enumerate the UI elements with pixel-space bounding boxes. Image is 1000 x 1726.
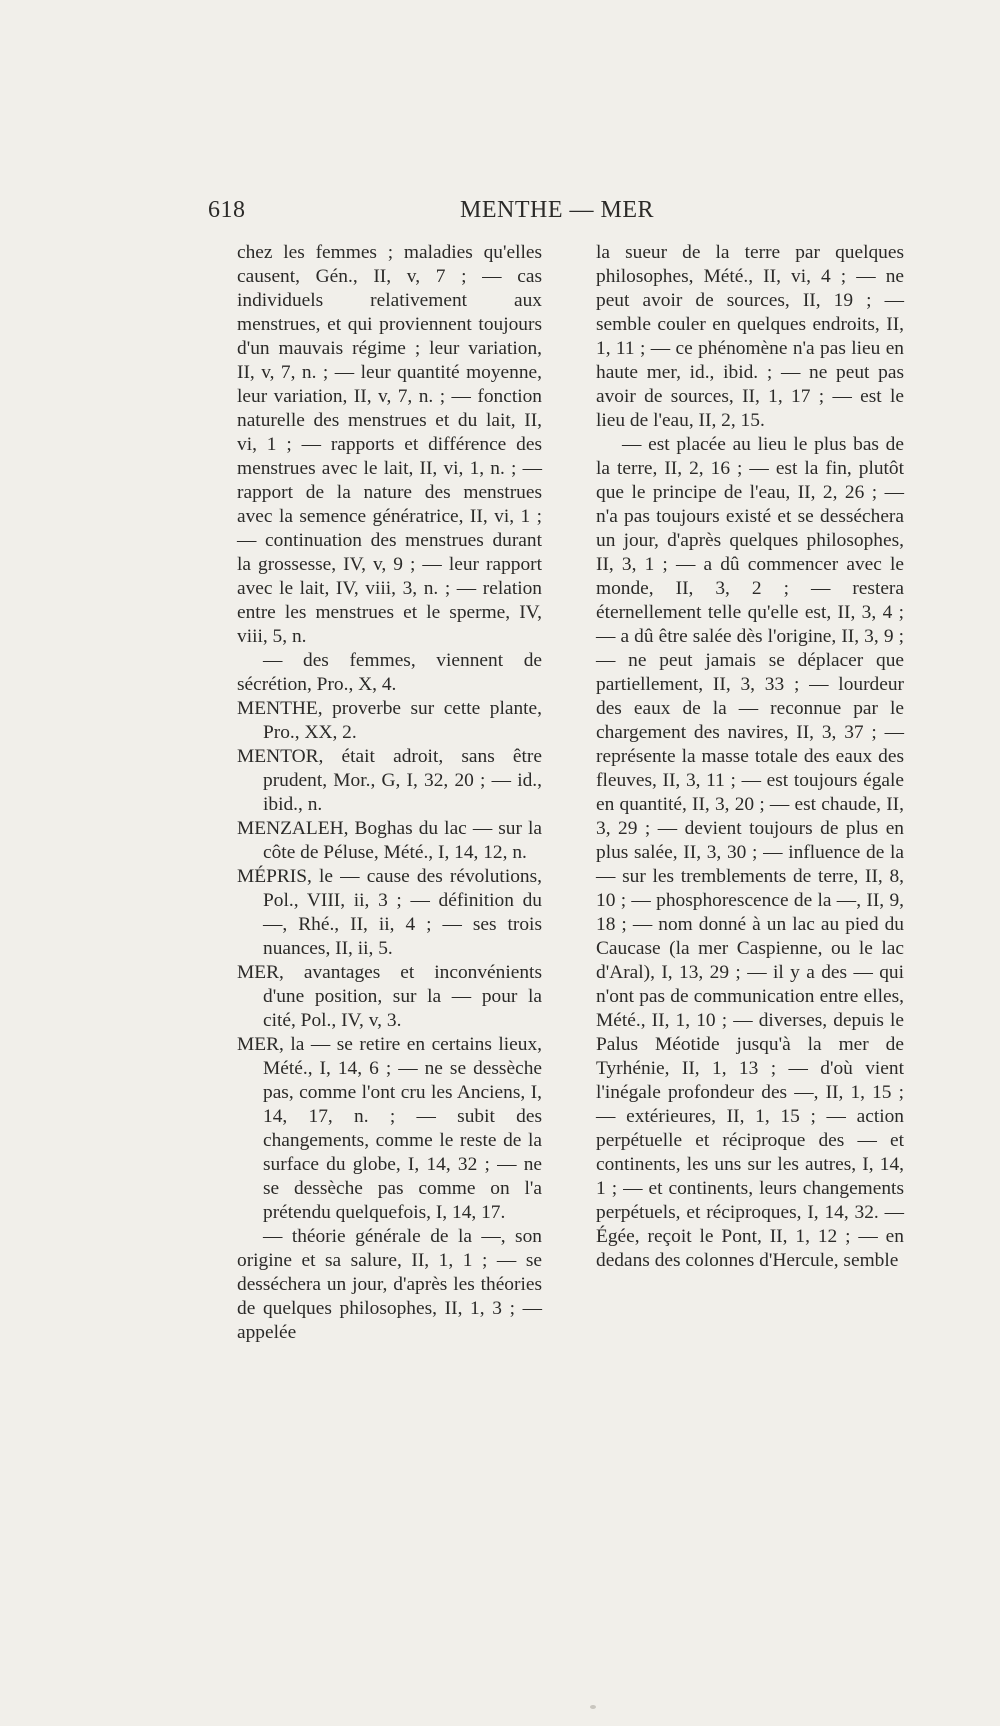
page-smudge <box>590 1705 596 1709</box>
index-entry: MENZALEH, Boghas du lac — sur la côte de Péluse, Mété., I, 14, 12, n. <box>237 818 542 863</box>
index-entry: MER, avantages et inconvénients d'une position, sur la — pour la cité, Pol., IV, v, 3. <box>237 962 542 1031</box>
index-entry: MENTOR, était adroit, sans être prudent, Mor., G, I, 32, 20 ; — id., ibid., n. <box>237 746 542 815</box>
page-header <box>208 197 906 227</box>
right-column <box>596 241 904 1273</box>
index-entry: la sueur de la terre par quelques philosophes, Mété., II, vi, 4 ; — ne peut avoir de sources, II, 19 ; — semble couler en quelques endroits, II, 1, 11 ; — ce phénomène n'a pas lieu en haute mer, id., ibid. ; — ne peut pas avoir de sources, II, 1, 17 ; — est le lieu de l'eau, II, 2, 15. <box>596 242 904 431</box>
index-entry: — théorie générale de la —, son origine et sa salure, II, 1, 1 ; — se desséchera un jour, d'après les théories de quelques philosophes, II, 1, 3 ; — appelée <box>237 1226 542 1343</box>
left-column <box>237 241 542 1345</box>
running-head: MENTHE — MER <box>460 197 654 223</box>
index-entry: MENTHE, proverbe sur cette plante, Pro., XX, 2. <box>237 698 542 743</box>
index-entry: — est placée au lieu le plus bas de la terre, II, 2, 16 ; — est la fin, plutôt que le principe de l'eau, II, 2, 26 ; — n'a pas toujours existé et se desséchera un jour, d'après quelques philosophes, II, 3, 1 ; — a dû commencer avec le monde, II, 3, 2 ; — restera éternellement telle qu'elle est, II, 3, 4 ; — a dû être salée dès l'origine, II, 3, 9 ; — ne peut jamais se déplacer que partiellement, II, 3, 33 ; — lourdeur des eaux de la — reconnue par le chargement des navires, II, 3, 37 ; — représente la masse totale des eaux des fleuves, II, 3, 11 ; — est toujours égale en quantité, II, 3, 20 ; — est chaude, II, 3, 29 ; — devient toujours de plus en plus salée, II, 3, 30 ; — influence de la — sur les tremblements de terre, II, 8, 10 ; — phosphorescence de la —, II, 9, 18 ; — nom donné à un lac au pied du Caucase (la mer Caspienne, ou le lac d'Aral), I, 13, 29 ; — il y a des — qui n'ont pas de communication entre elles, Mété., II, 1, 10 ; — diverses, depuis le Palus Méotide jusqu'à la mer de Tyrhénie, II, 1, 13 ; — d'où vient l'inégale profondeur des —, II, 1, 15 ; — extérieures, II, 1, 15 ; — action perpétuelle et réciproque des — et continents, les uns sur les autres, I, 14, 1 ; — et continents, leurs changements perpétuels, et réciproques, I, 14, 32. — Égée, reçoit le Pont, II, 1, 12 ; — en dedans des colonnes d'Hercule, semble <box>596 434 904 1271</box>
index-entry: chez les femmes ; maladies qu'elles causent, Gén., II, v, 7 ; — cas individuels relativement aux menstrues, et qui proviennent toujours d'un mauvais régime ; leur variation, II, v, 7, n. ; — leur quantité moyenne, leur variation, II, v, 7, n. ; — fonction naturelle des menstrues et du lait, II, vi, 1 ; — rapports et différence des menstrues avec le lait, II, vi, 1, n. ; — rapport de la nature des menstrues avec la semence génératrice, II, vi, 1 ; — continuation des menstrues durant la grossesse, IV, v, 9 ; — leur rapport avec le lait, IV, viii, 3, n. ; — relation entre les menstrues et le sperme, IV, viii, 5, n. <box>237 242 542 647</box>
page-number: 618 <box>208 197 246 223</box>
index-entry: — des femmes, viennent de sécrétion, Pro., X, 4. <box>237 650 542 695</box>
index-entry: MER, la — se retire en certains lieux, Mété., I, 14, 6 ; — ne se dessèche pas, comme l'ont cru les Anciens, I, 14, 17, n. ; — subit des changements, comme le reste de la surface du globe, I, 14, 32 ; — ne se dessèche pas comme on l'a prétendu quelquefois, I, 14, 17. <box>237 1034 542 1223</box>
index-entry: MÉPRIS, le — cause des révolutions, Pol., VIII, ii, 3 ; — définition du —, Rhé., II, ii, 4 ; — ses trois nuances, II, ii, 5. <box>237 866 542 959</box>
